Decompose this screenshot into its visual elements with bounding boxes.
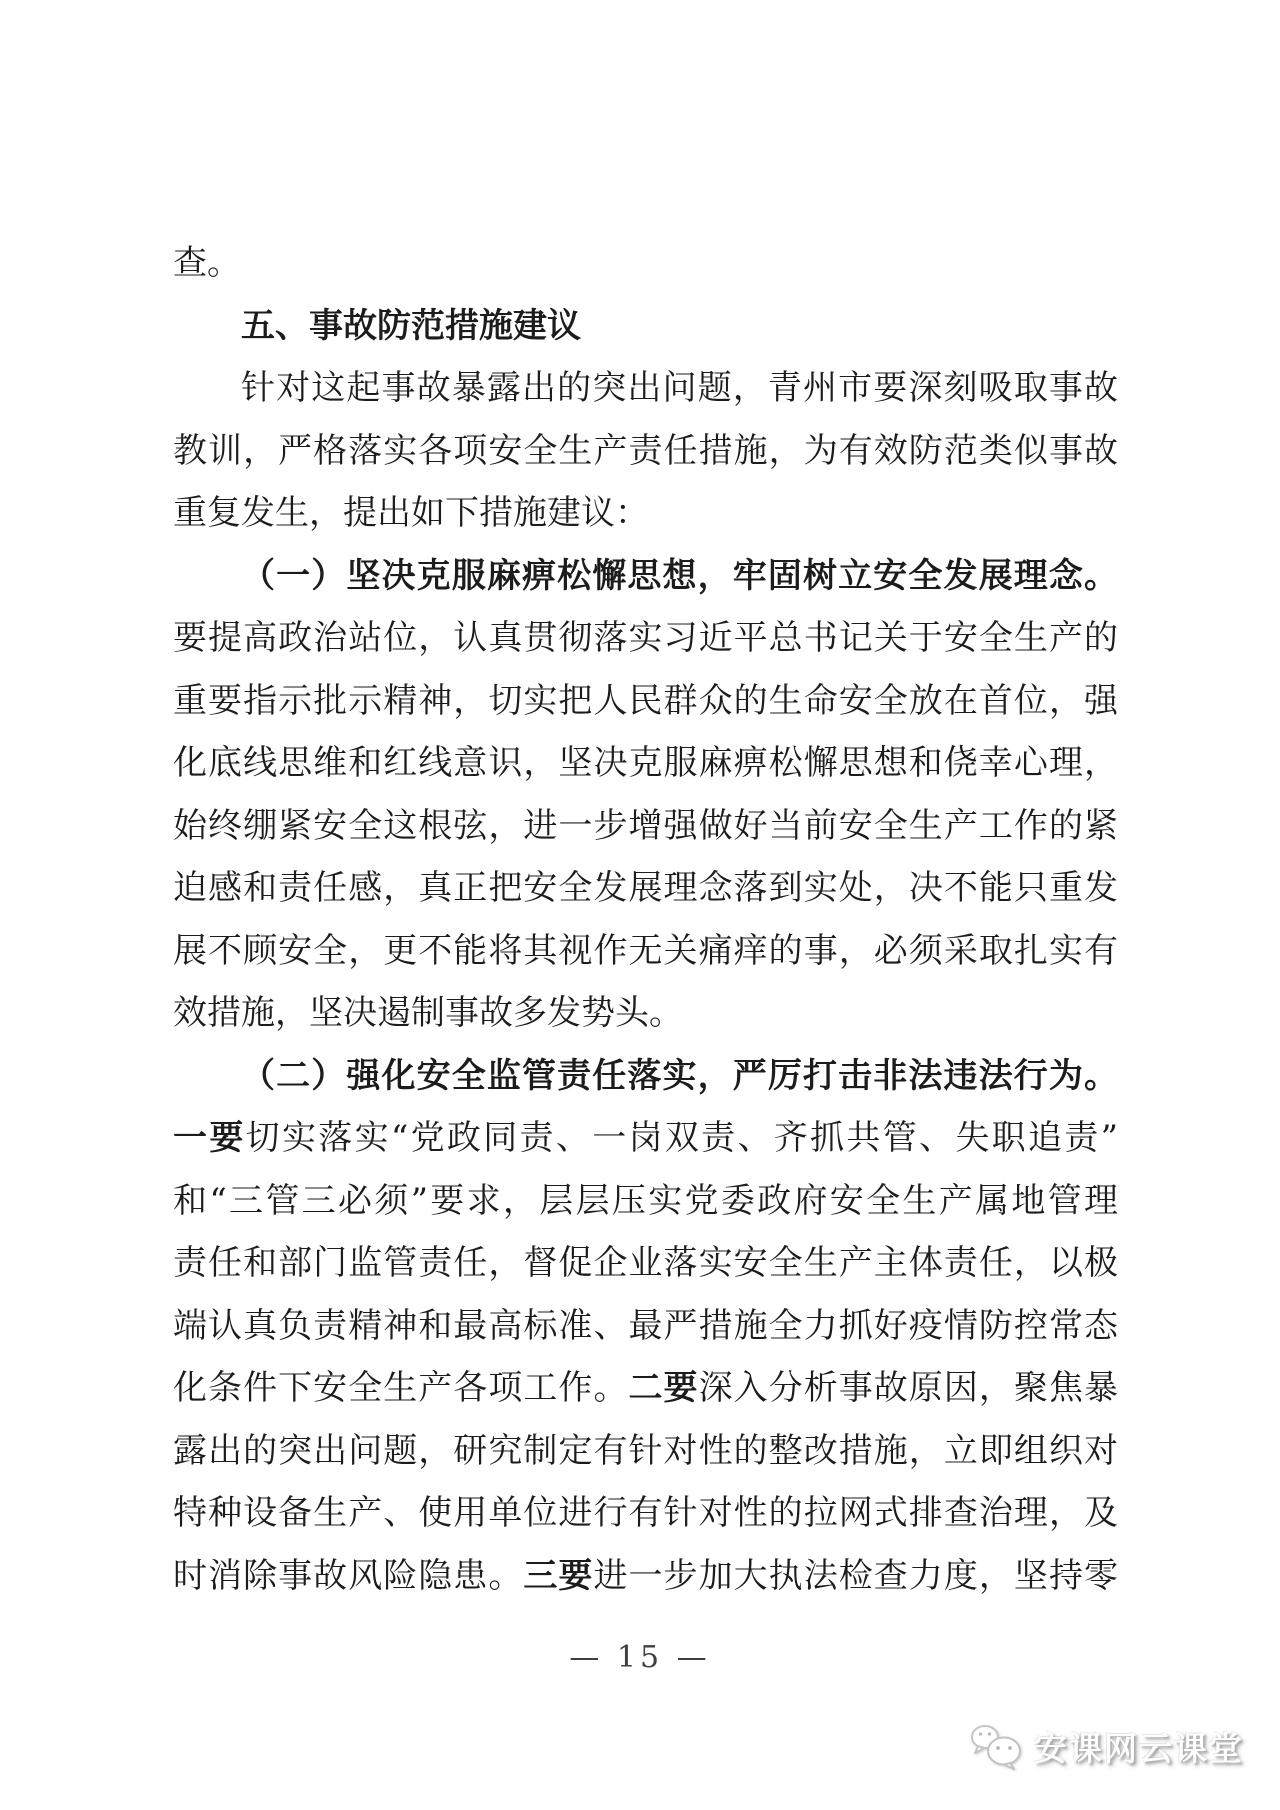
text-run: 露出的突出问题，研究制定有针对性的整改措施，立即组织对: [173, 1430, 1118, 1471]
text-line: [173, 232, 1118, 295]
text-line: [173, 1545, 1118, 1608]
text-line: [173, 357, 1118, 420]
text-line: [173, 1232, 1118, 1295]
text-run: 化底线思维和红线意识，坚决克服麻痹松懈思想和侥幸心理，: [173, 743, 1118, 783]
bold-text-run: 一要: [173, 1118, 246, 1158]
text-line: [173, 420, 1118, 483]
text-line: [173, 1420, 1118, 1483]
text-run: 要提高政治站位，认真贯彻落实习近平总书记关于安全生产的: [173, 618, 1118, 658]
watermark-text: 安课网云课堂: [1034, 1728, 1244, 1768]
text-line: [173, 482, 1118, 545]
text-run: 深入分析事故原因，聚焦暴: [698, 1368, 1118, 1408]
text-run: 教训，严格落实各项安全生产责任措施，为有效防范类似事故: [173, 430, 1118, 471]
text-run: 始终绷紧安全这根弦，进一步增强做好当前安全生产工作的紧: [173, 805, 1118, 846]
text-run: 重要指示批示精神，切实把人民群众的生命安全放在首位，强: [173, 680, 1118, 721]
wechat-icon: [968, 1722, 1024, 1770]
text-run: 特种设备生产、使用单位进行有针对性的拉网式排查治理，及: [173, 1493, 1118, 1533]
text-line: [173, 607, 1118, 670]
text-line: [173, 920, 1118, 983]
text-line: [173, 732, 1118, 795]
text-line: [173, 1170, 1118, 1233]
text-run: 端认真负责精神和最高标准、最严措施全力抓好疫情防控常态: [173, 1305, 1118, 1346]
text-run: 重复发生，提出如下措施建议：: [173, 493, 649, 533]
text-run: 查。: [173, 243, 241, 283]
text-line: [173, 1357, 1118, 1420]
bold-text-run: 五、事故防范措施建议: [241, 305, 581, 346]
text-run: 展不顾安全，更不能将其视作无关痛痒的事，必须采取扎实有: [173, 930, 1118, 971]
text-run: 责任和部门监管责任，督促企业落实安全生产主体责任，以极: [173, 1243, 1118, 1283]
text-run: 进一步加大执法检查力度，坚持零: [593, 1555, 1118, 1596]
text-line: [173, 857, 1118, 920]
bold-text-run: 三要: [523, 1555, 594, 1596]
bold-text-run: （二）强化安全监管责任落实，严厉打击非法违法行为。: [241, 1055, 1118, 1096]
bold-text-run: 二要: [628, 1368, 699, 1408]
text-run: 化条件下安全生产各项工作。: [173, 1368, 629, 1408]
text-run: 时消除事故风险隐患。: [173, 1555, 524, 1596]
text-line: [173, 1045, 1118, 1108]
text-run: 切实落实“党政同责、一岗双责、齐抓共管、失职追责”: [245, 1118, 1118, 1158]
text-line: [173, 1482, 1118, 1545]
document-body: [173, 232, 1118, 1607]
text-line: [173, 545, 1118, 608]
bold-text-run: （一）坚决克服麻痹松懈思想，牢固树立安全发展理念。: [241, 555, 1118, 596]
watermark: [968, 1722, 1244, 1770]
text-line: [173, 1107, 1118, 1170]
text-run: 效措施，坚决遏制事故多发势头。: [173, 993, 683, 1033]
text-run: 迫感和责任感，真正把安全发展理念落到实处，决不能只重发: [173, 868, 1118, 908]
page-number: — 15 —: [569, 1640, 711, 1675]
text-line: [173, 670, 1118, 733]
text-run: 和“三管三必须”要求，层层压实党委政府安全生产属地管理: [173, 1180, 1118, 1221]
text-line: [173, 982, 1118, 1045]
text-line: [173, 1295, 1118, 1358]
text-line: [173, 295, 1118, 358]
text-line: [173, 795, 1118, 858]
text-run: 针对这起事故暴露出的突出问题，青州市要深刻吸取事故: [241, 368, 1118, 408]
